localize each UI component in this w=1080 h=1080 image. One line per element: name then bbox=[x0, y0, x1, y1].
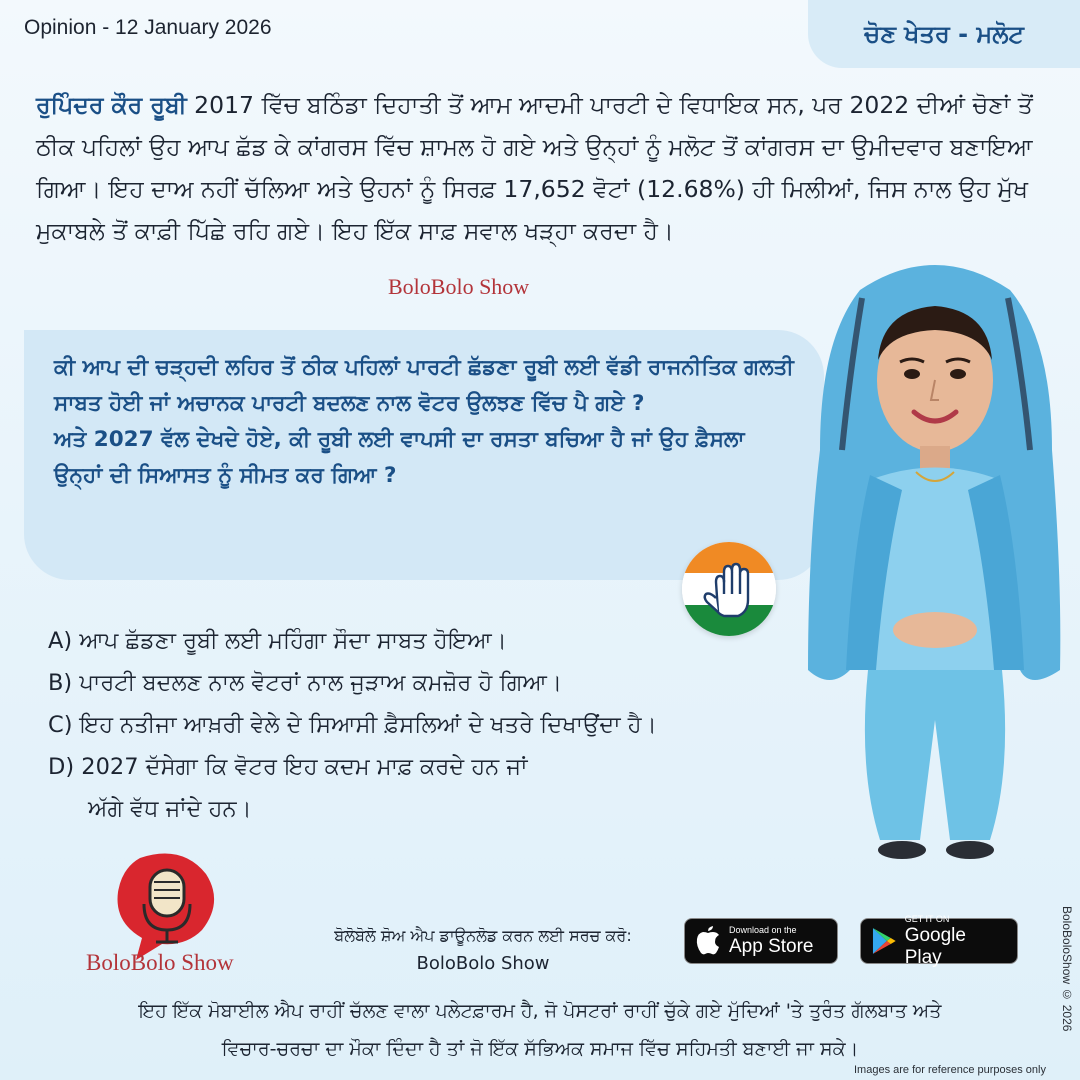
answer-options bbox=[48, 620, 828, 830]
google-play-icon bbox=[871, 927, 897, 955]
option-b: B) ਪਾਰਟੀ ਬਦਲਣ ਨਾਲ ਵੋਟਰਾਂ ਨਾਲ ਜੁੜਾਅ ਕਮਜ਼ੋਰ ਹੋ ਗਿਆ। bbox=[48, 670, 563, 696]
logo-wordmark: BoloBolo Show bbox=[86, 950, 234, 975]
option-a: A) ਆਪ ਛੱਡਣਾ ਰੂਬੀ ਲਈ ਮਹਿੰਗਾ ਸੌਦਾ ਸਾਬਤ ਹੋਇਆ। bbox=[48, 628, 507, 654]
app-store-small-text: Download on the bbox=[729, 924, 797, 935]
copyright-text: BoloBoloShow © 2026 bbox=[1060, 906, 1074, 1032]
google-play-button[interactable] bbox=[860, 913, 1018, 968]
post-date: Opinion - 12 January 2026 bbox=[24, 16, 272, 39]
app-prompt-text: ਬੋਲੋਬੋਲੋ ਸ਼ੋਅ ਐਪ ਡਾਊਨਲੋਡ ਕਰਨ ਲਈ ਸਰਚ ਕਰੋ: bbox=[334, 926, 632, 945]
footer-description bbox=[40, 992, 1040, 1068]
google-play-big-text: Google Play bbox=[904, 924, 966, 968]
constituency-tag: ਚੋਣ ਖੇਤਰ - ਮਲੋਟ bbox=[808, 0, 1080, 68]
candidate-name: ਰੁਪਿੰਦਰ ਕੌਰ ਰੂਬੀ bbox=[36, 91, 187, 119]
footer-line-2: ਵਿਚਾਰ-ਚਰਚਾ ਦਾ ਮੌਕਾ ਦਿੰਦਾ ਹੈ ਤਾਂ ਜੋ ਇੱਕ ਸੱਭਿਅਕ ਸਮਾਜ ਵਿੱਚ ਸਹਿਮਤੀ ਬਣਾਈ ਜਾ ਸਕੇ। bbox=[221, 1038, 859, 1060]
candidate-illustration bbox=[790, 250, 1080, 890]
question-line-2: ਅਤੇ 2027 ਵੱਲ ਦੇਖਦੇ ਹੋਏ, ਕੀ ਰੂਬੀ ਲਈ ਵਾਪਸੀ ਦਾ ਰਸਤਾ ਬਚਿਆ ਹੈ ਜਾਂ ਉਹ ਫ਼ੈਸਲਾ ਉਨ੍ਹਾਂ ਦੀ ਸਿਆਸਤ ਨੂੰ ਸੀਮਤ ਕਰ ਗਿਆ ? bbox=[54, 427, 745, 488]
apple-icon bbox=[695, 926, 721, 956]
intro-paragraph bbox=[36, 84, 1046, 252]
footer-line-1: ਇਹ ਇੱਕ ਮੋਬਾਈਲ ਐਪ ਰਾਹੀਂ ਚੱਲਣ ਵਾਲਾ ਪਲੇਟਫ਼ਾਰਮ ਹੈ, ਜੋ ਪੋਸਟਰਾਂ ਰਾਹੀਂ ਚੁੱਕੇ ਗਏ ਮੁੱਦਿਆਂ 'ਤੇ ਤੁਰੰਤ ਗੱਲਬਾਤ ਅਤੇ bbox=[138, 1000, 942, 1022]
watermark-text: BoloBolo Show bbox=[388, 274, 530, 299]
google-play-small-text: GET IT ON bbox=[904, 913, 950, 924]
app-store-big-text: App Store bbox=[729, 935, 814, 957]
question-line-1: ਕੀ ਆਪ ਦੀ ਚੜ੍ਹਦੀ ਲਹਿਰ ਤੋਂ ਠੀਕ ਪਹਿਲਾਂ ਪਾਰਟੀ ਛੱਡਣਾ ਰੂਬੀ ਲਈ ਵੱਡੀ ਰਾਜਨੀਤਿਕ ਗਲਤੀ ਸਾਬਤ ਹੋਈ ਜਾਂ ਅਚਾਨਕ ਪਾਰਟੀ ਬਦਲਣ ਨਾਲ ਵੋਟਰ ਉਲਝਣ ਵਿੱਚ ਪੈ ਗਏ ? bbox=[54, 355, 794, 416]
app-download-prompt bbox=[298, 922, 668, 978]
disclaimer-text: Images are for reference purposes only bbox=[854, 1064, 1046, 1076]
intro-text: 2017 ਵਿੱਚ ਬਠਿੰਡਾ ਦਿਹਾਤੀ ਤੋਂ ਆਮ ਆਦਮੀ ਪਾਰਟੀ ਦੇ ਵਿਧਾਇਕ ਸਨ, ਪਰ 2022 ਦੀਆਂ ਚੋਣਾਂ ਤੋਂ ਠੀਕ ਪਹਿਲਾਂ ਉਹ ਆਪ ਛੱਡ ਕੇ ਕਾਂਗਰਸ ਵਿੱਚ ਸ਼ਾਮਲ ਹੋ ਗਏ ਅਤੇ ਉਨ੍ਹਾਂ ਨੂੰ ਮਲੋਟ ਤੋਂ ਕਾਂਗਰਸ ਦਾ ਉਮੀਦਵਾਰ ਬਣਾਇਆ ਗਿਆ। ਇਹ ਦਾਅ ਨਹੀਂ ਚੱਲਿਆ ਅਤੇ ਉਹਨਾਂ ਨੂੰ ਸਿਰਫ਼ 17,652 ਵੋਟਾਂ (12.68%) ਹੀ ਮਿਲੀਆਂ, ਜਿਸ ਨਾਲ ਉਹ ਮੁੱਖ ਮੁਕਾਬਲੇ ਤੋਂ ਕਾਫ਼ੀ ਪਿੱਛੇ ਰਹਿ ਗਏ। ਇਹ ਇੱਕ ਸਾਫ਼ ਸਵਾਲ ਖੜ੍ਹਾ ਕਰਦਾ ਹੈ। bbox=[36, 91, 1033, 245]
app-store-button[interactable] bbox=[684, 918, 838, 964]
question-text bbox=[54, 350, 794, 494]
app-name: BoloBolo Show bbox=[416, 953, 550, 974]
option-c: C) ਇਹ ਨਤੀਜਾ ਆਖ਼ਰੀ ਵੇਲੇ ਦੇ ਸਿਆਸੀ ਫ਼ੈਸਲਿਆਂ ਦੇ ਖਤਰੇ ਦਿਖਾਉਂਦਾ ਹੈ। bbox=[48, 712, 657, 738]
option-d: D) 2027 ਦੱਸੇਗਾ ਕਿ ਵੋਟਰ ਇਹ ਕਦਮ ਮਾਫ਼ ਕਰਦੇ ਹਨ ਜਾਂ bbox=[48, 754, 528, 780]
option-d-continued: ਅੱਗੇ ਵੱਧ ਜਾਂਦੇ ਹਨ। bbox=[88, 796, 252, 822]
